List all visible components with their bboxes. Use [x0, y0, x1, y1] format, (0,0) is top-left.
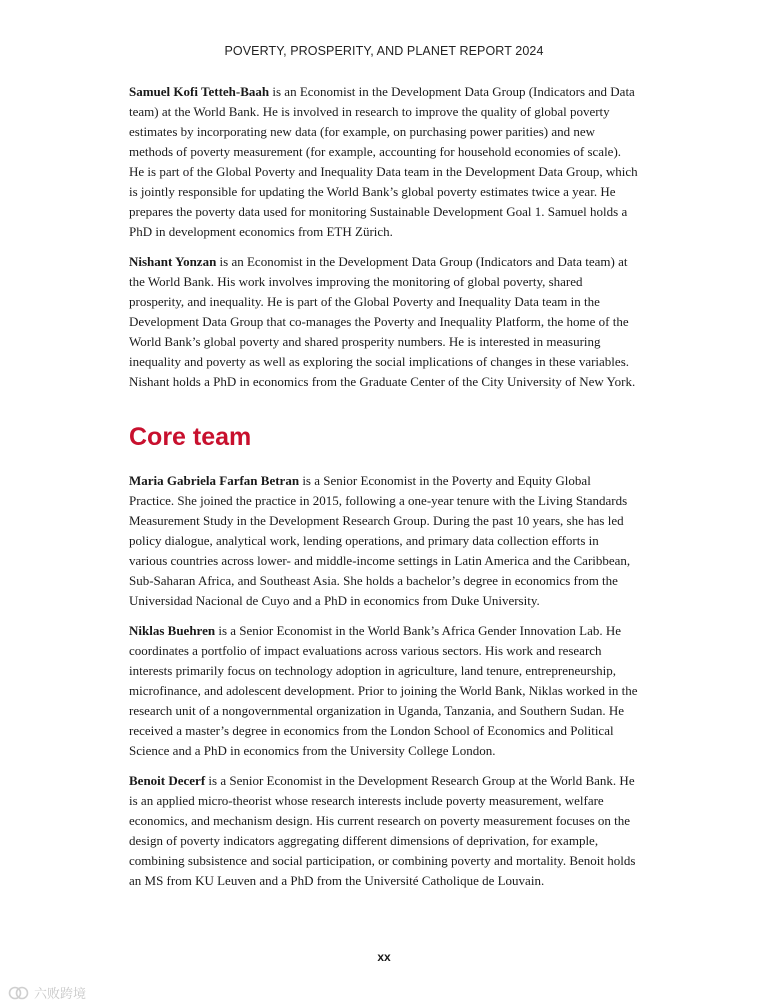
section-heading-core-team: Core team: [129, 423, 252, 451]
bio-paragraph: [129, 771, 639, 891]
bio-text: is a Senior Economist in the World Bank’s Africa Gender Innovation Lab. He coordinates a portfolio of impact evaluations across various sectors. His work and research interests primarily focus on technology adoption in agriculture, land tenure, entrepreneurship, microfinance, and adolescent development. Prior to joining the World Bank, Niklas worked in the research unit of a nongovernmental organization in Uganda, Tanzania, and Southern Sudan. He received a master’s degree in economics from the London School of Economics and Political Science and a PhD in economics from the University College London.: [129, 623, 638, 758]
bio-name: Benoit Decerf: [129, 773, 206, 788]
bio-name: Niklas Buehren: [129, 623, 216, 638]
bio-text: is a Senior Economist in the Poverty and Equity Global Practice. She joined the practice in 2015, following a one-year tenure with the Living Standards Measurement Study in the Development Research Group. During the past 10 years, she has led policy dialogue, analytical work, lending operations, and primary data collection efforts in various countries across lower- and middle-income settings in Latin America and the Caribbean, Sub-Saharan Africa, and Southeast Asia. She holds a bachelor’s degree in economics from the Universidad Nacional de Cuyo and a PhD in economics from Duke University.: [129, 473, 631, 608]
watermark-text: 六败跨境: [34, 987, 87, 1002]
bio-paragraph: [129, 621, 639, 761]
bio-text: is an Economist in the Development Data Group (Indicators and Data team) at the World Bank. His work involves improving the monitoring of global poverty, shared prosperity, and inequality. He is part of the Global Poverty and Inequality Data team in the Development Data Group that co-manages the Poverty and Inequality Platform, the home of the World Bank’s global poverty and shared prosperity numbers. He is interested in measuring inequality and poverty as well as exploring the social implications of changes in these variables. Nishant holds a PhD in economics from the Graduate Center of the City University of New York.: [129, 254, 636, 389]
page-number: xx: [377, 950, 391, 964]
bio-paragraph: [129, 252, 639, 392]
running-header: POVERTY, PROSPERITY, AND PLANET REPORT 2024: [224, 44, 544, 58]
bio-name: Maria Gabriela Farfan Betran: [129, 473, 300, 488]
bio-name: Nishant Yonzan: [129, 254, 217, 269]
bio-paragraph: [129, 82, 639, 242]
main-content: [129, 82, 639, 901]
bio-text: is an Economist in the Development Data Group (Indicators and Data team) at the World Bank. He is involved in research to improve the quality of global poverty estimates by incorporating new data (for example, on purchasing power parities) and new methods of poverty measurement (for example, accounting for household economies of scale). He is part of the Global Poverty and Inequality Data team in the Development Data Group, which is jointly responsible for updating the World Bank’s global poverty estimates twice a year. He prepares the poverty data used for monitoring Sustainable Development Goal 1. Samuel holds a PhD in development economics from ETH Zürich.: [129, 84, 638, 239]
bio-text: is a Senior Economist in the Development Research Group at the World Bank. He is an applied micro-theorist whose research interests include poverty measurement, welfare economics, and mechanism design. His current research on poverty measurement focuses on the design of poverty indicators aggregating different dimensions of deprivation, for example, combining subsistence and social participation, or combining poverty and mortality. Benoit holds an MS from KU Leuven and a PhD from the Université Catholique de Louvain.: [129, 773, 636, 888]
watermark-logo-icon: [8, 985, 30, 1001]
bio-name: Samuel Kofi Tetteh-Baah: [129, 84, 270, 99]
watermark: [8, 983, 86, 1002]
bio-paragraph: [129, 471, 639, 611]
